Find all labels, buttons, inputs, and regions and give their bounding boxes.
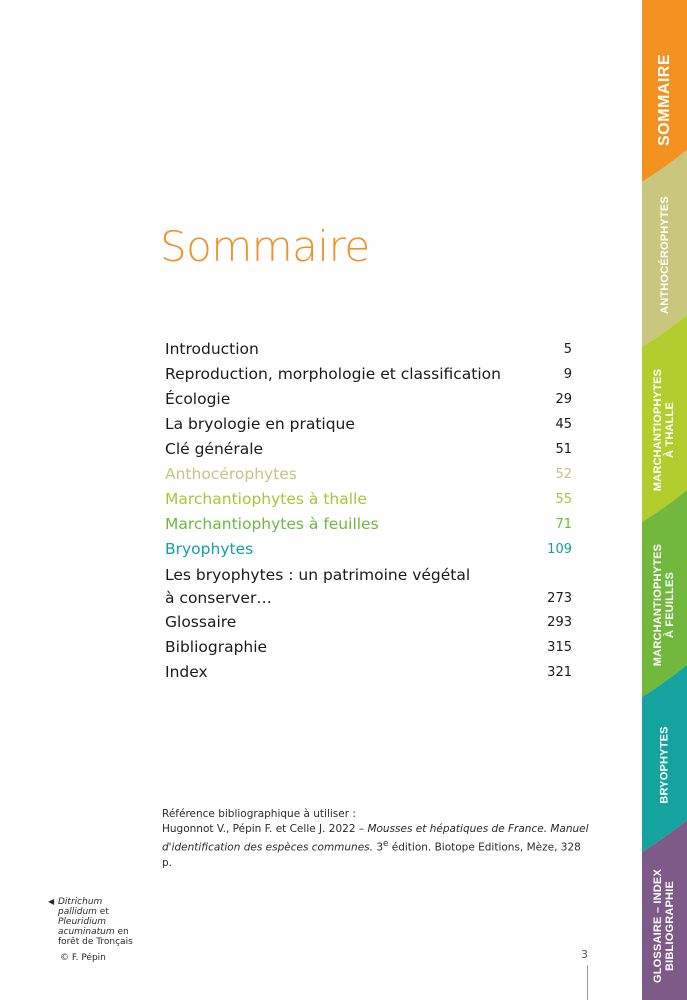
toc-page: 109 [547, 542, 572, 557]
tab-bryophytes[interactable] [642, 700, 687, 830]
tab-glossaire-index-bibliographie[interactable] [642, 858, 687, 993]
tab-sommaire[interactable] [642, 30, 687, 170]
toc-entry-glossaire[interactable] [165, 610, 572, 635]
toc-page: 315 [547, 640, 572, 655]
toc-entry-index[interactable] [165, 660, 572, 685]
tab-marchantiophytes-thalle-label: MARCHANTIOPHYTES À THALLE [652, 368, 677, 492]
photo-caption [48, 897, 148, 963]
toc-label: Clé générale [165, 440, 264, 458]
reference-heading: Référence bibliographique à utiliser : [162, 808, 356, 820]
toc-entry-ecologie[interactable] [165, 387, 572, 412]
toc-entry-bryophytes[interactable] [165, 537, 572, 562]
toc-page: 5 [563, 342, 572, 357]
toc-label: Écologie [165, 390, 231, 408]
tab-anthocerophytes-label: ANTHOCÉROPHYTES [658, 196, 671, 314]
toc-entry-bryologie-pratique[interactable] [165, 412, 572, 437]
toc-page: 55 [555, 492, 572, 507]
toc-page: 51 [555, 442, 572, 457]
toc-label: Les bryophytes : un patrimoine végétal à conserver… [165, 566, 471, 607]
tab-bryophytes-label: BRYOPHYTES [658, 726, 671, 804]
toc-entry-cle-generale[interactable] [165, 437, 572, 462]
toc-label: Bryophytes [165, 540, 254, 558]
bibliographic-reference [162, 807, 592, 871]
toc-label: Marchantiophytes à feuilles [165, 515, 379, 533]
toc-entry-marchantiophytes-feuilles[interactable] [165, 512, 572, 537]
page-number: 3 [581, 948, 588, 961]
table-of-contents [165, 337, 572, 685]
caption-species-1: Ditrichum pallidum [58, 897, 103, 917]
reference-edition: 3 [372, 841, 384, 854]
toc-page: 71 [555, 517, 572, 532]
toc-entry-marchantiophytes-thalle[interactable] [165, 487, 572, 512]
toc-page: 321 [547, 665, 572, 680]
caption-species-2: Pleuridium acuminatum [58, 917, 115, 937]
toc-page: 273 [547, 591, 572, 606]
toc-entry-bibliographie[interactable] [165, 635, 572, 660]
toc-entry-reproduction[interactable] [165, 362, 572, 387]
page-title: Sommaire [160, 222, 370, 271]
toc-label: Anthocérophytes [165, 465, 297, 483]
toc-label: Introduction [165, 340, 259, 358]
tab-marchantiophytes-feuilles-label: MARCHANTIOPHYTES À FEUILLES [652, 543, 677, 667]
reference-publisher: édition. Biotope Editions, Mèze, 328 p. [162, 841, 581, 869]
reference-authors: Hugonnot V., Pépin F. et Celle J. 2022 – [162, 823, 368, 835]
reference-work-title: Mousses et hépatiques de France. Manuel d'identification des espèces communes. [162, 823, 589, 854]
left-arrow-icon: ◀ [48, 897, 55, 906]
photo-credit: © F. Pépin [60, 953, 106, 963]
toc-entry-patrimoine[interactable] [165, 562, 572, 610]
caption-connector-1: et [96, 907, 109, 917]
toc-entry-anthocerophytes[interactable] [165, 462, 572, 487]
toc-label: Glossaire [165, 613, 237, 631]
toc-label: Index [165, 663, 208, 681]
page-number-rule [587, 965, 588, 1000]
toc-label: Bibliographie [165, 638, 268, 656]
caption-connector-2: en forêt de Tronçais [58, 927, 133, 947]
toc-page: 9 [563, 367, 572, 382]
tab-sommaire-label: SOMMAIRE [655, 54, 673, 146]
toc-page: 45 [555, 417, 572, 432]
tab-marchantiophytes-thalle[interactable] [642, 355, 687, 505]
toc-label: Marchantiophytes à thalle [165, 490, 367, 508]
toc-page: 29 [555, 392, 572, 407]
toc-page: 52 [555, 467, 572, 482]
reference-edition-sup: e [383, 839, 389, 849]
toc-label: La bryologie en pratique [165, 415, 355, 433]
tab-glossaire-label: GLOSSAIRE – INDEX BIBLIOGRAPHIE [652, 868, 677, 983]
toc-page: 293 [547, 615, 572, 630]
toc-entry-introduction[interactable] [165, 337, 572, 362]
tab-marchantiophytes-feuilles[interactable] [642, 530, 687, 680]
section-tabs-sidebar [642, 0, 687, 1000]
toc-label: Reproduction, morphologie et classification [165, 365, 501, 383]
tab-anthocerophytes[interactable] [642, 185, 687, 325]
